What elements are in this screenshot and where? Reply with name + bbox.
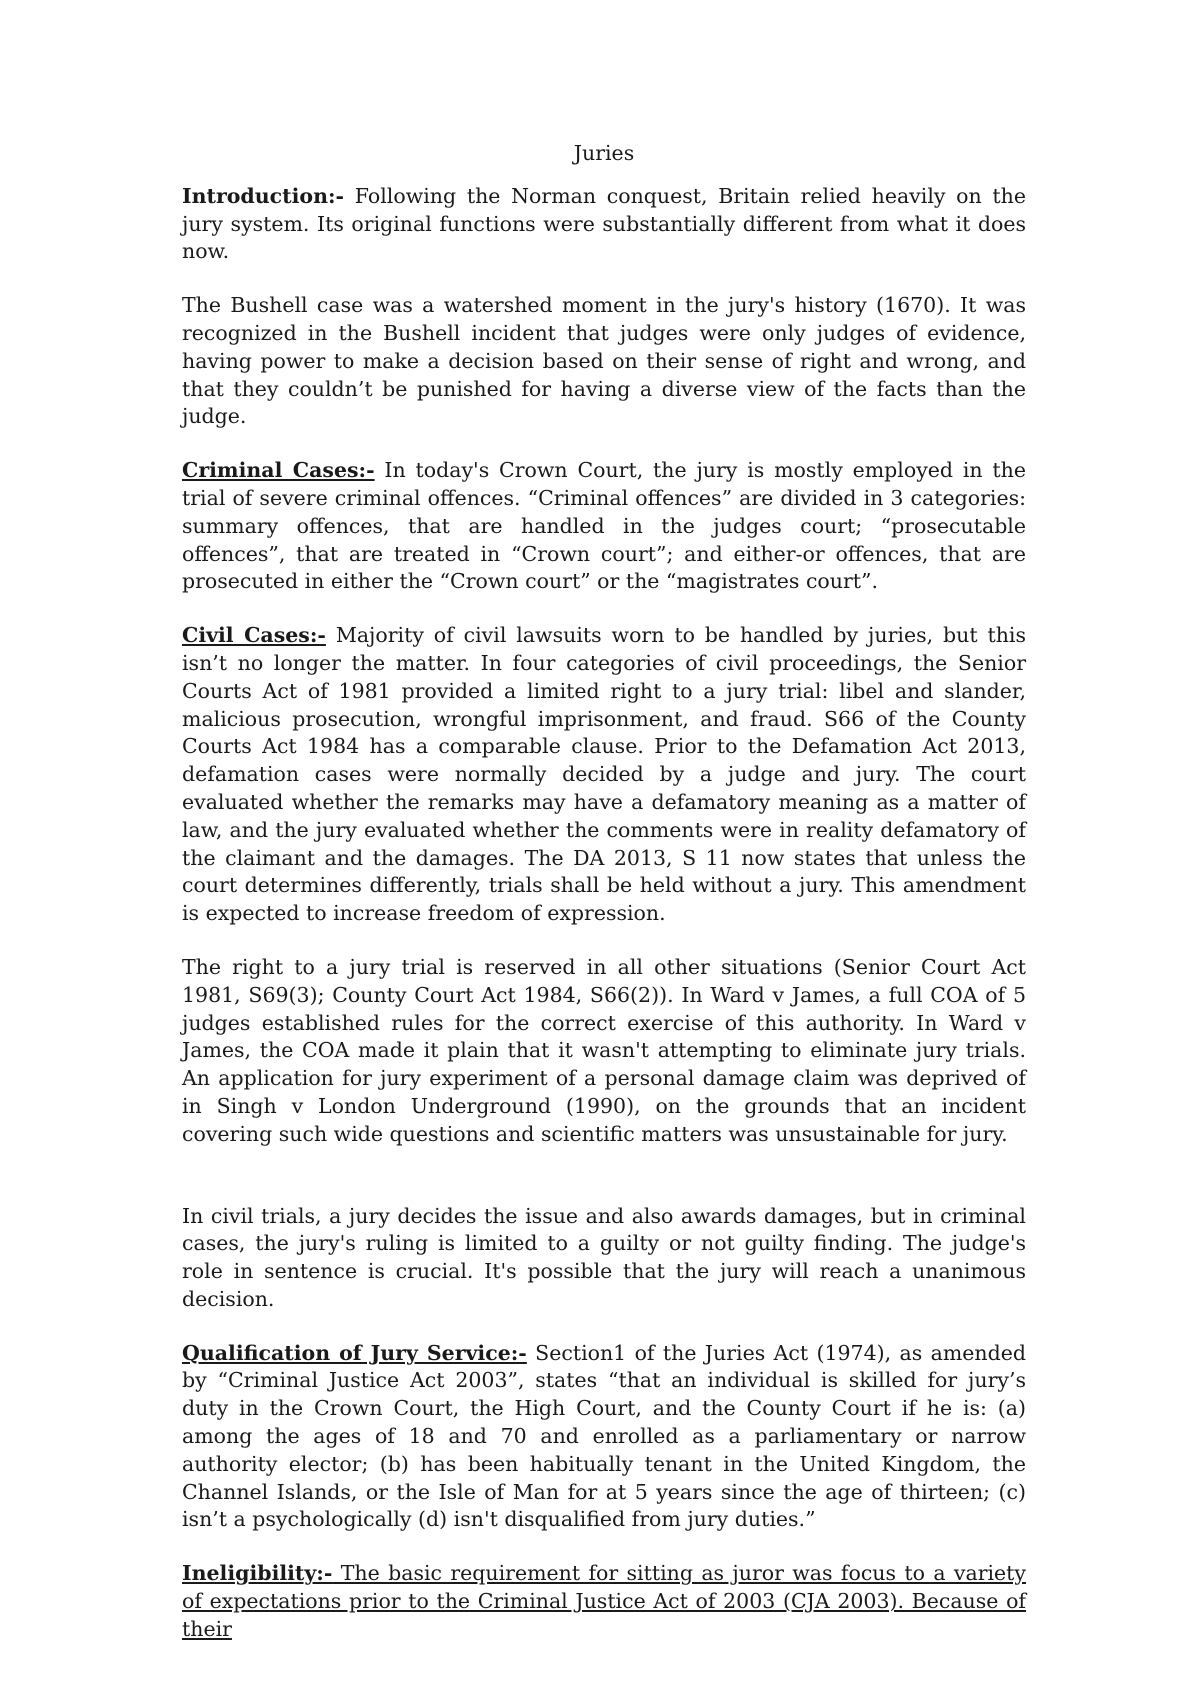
- criminal-cases-paragraph: [182, 457, 1026, 596]
- ineligibility-heading: Ineligibility:-: [182, 1561, 333, 1586]
- document-title: Juries: [573, 141, 635, 165]
- introduction-paragraph: [182, 183, 1026, 266]
- criminal-cases-text: In today's Crown Court, the jury is mostly employed in the trial of severe criminal offences. “Criminal offences” are divided in 3 categories: summary offences, that are handled in the judges court; “prosecutable offences”, that are treated in “Crown court”; and either-or offences, that are prosecuted in either the “Crown court” or the “magistrates court”.: [182, 458, 1027, 594]
- civil-cases-heading: Civil Cases:-: [182, 623, 326, 648]
- civil-cases-text: Majority of civil lawsuits worn to be handled by juries, but this isn’t no longer the matter. In four categories of civil proceedings, the Senior Courts Act of 1981 provided a limited right to a jury trial: libel and slander, malicious prosecution, wrongful imprisonment, and fraud. S66 of the County Courts Act 1984 has a comparable clause. Prior to the Defamation Act 2013, defamation cases were normally decided by a judge and jury. The court evaluated whether the remarks may have a defamatory meaning as a matter of law, and the jury evaluated whether the comments were in reality defamatory of the claimant and the damages. The DA 2013, S 11 now states that unless the court determines differently, trials shall be held without a jury. This amendment is expected to increase freedom of expression.: [182, 623, 1027, 926]
- introduction-text: Following the Norman conquest, Britain relied heavily on the jury system. Its original functions were substantially different from what it does now.: [182, 183, 1026, 264]
- ineligibility-paragraph: [182, 1560, 1026, 1643]
- bushell-paragraph: The Bushell case was a watershed moment in the jury's history (1670). It was recognized in the Bushell incident that judges were only judges of evidence, having power to make a decision based on their sense of right and wrong, and that they couldn’t be punished for having a diverse view of the facts than the judge.: [182, 293, 1026, 429]
- qualification-text: Section1 of the Juries Act (1974), as amended by “Criminal Justice Act 2003”, states “that an individual is skilled for jury’s duty in the Crown Court, the High Court, and the County Court if he is: (a) among the ages of 18 and 70 and enrolled as a parliamentary or narrow authority elector; (b) has been habitually tenant in the United Kingdom, the Channel Islands, or the Isle of Man for at 5 years since the age of thirteen; (c) isn’t a psychologically (d) isn't disqualified from jury duties.”: [182, 1340, 1026, 1532]
- document-page: [182, 140, 1026, 1670]
- qualification-paragraph: [182, 1340, 1026, 1535]
- right-to-jury-paragraph: The right to a jury trial is reserved in all other situations (Senior Court Act 1981, S69(3); County Court Act 1984, S66(2)). In Ward v James, a full COA of 5 judges established rules for the correct exercise of this authority. In Ward v James, the COA made it plain that it wasn't attempting to eliminate jury trials. An application for jury experiment of a personal damage claim was deprived of in Singh v London Underground (1990), on the grounds that an incident covering such wide questions and scientific matters was unsustainable for jury.: [182, 954, 1026, 1146]
- civil-cases-paragraph: [182, 622, 1026, 928]
- civil-trials-paragraph: In civil trials, a jury decides the issue and also awards damages, but in criminal cases, the jury's ruling is limited to a guilty or not guilty finding. The judge's role in sentence is crucial. It's possible that the jury will reach a unanimous decision.: [182, 1203, 1026, 1311]
- criminal-cases-heading: Criminal Cases:-: [182, 458, 375, 483]
- ineligibility-text: The basic requirement for sitting as juror was focus to a variety of expectations prior to the Criminal Justice Act of 2003 (CJA 2003). Because of their: [182, 1561, 1026, 1641]
- qualification-heading: Qualification of Jury Service:-: [182, 1340, 527, 1365]
- introduction-heading: Introduction:-: [182, 183, 345, 208]
